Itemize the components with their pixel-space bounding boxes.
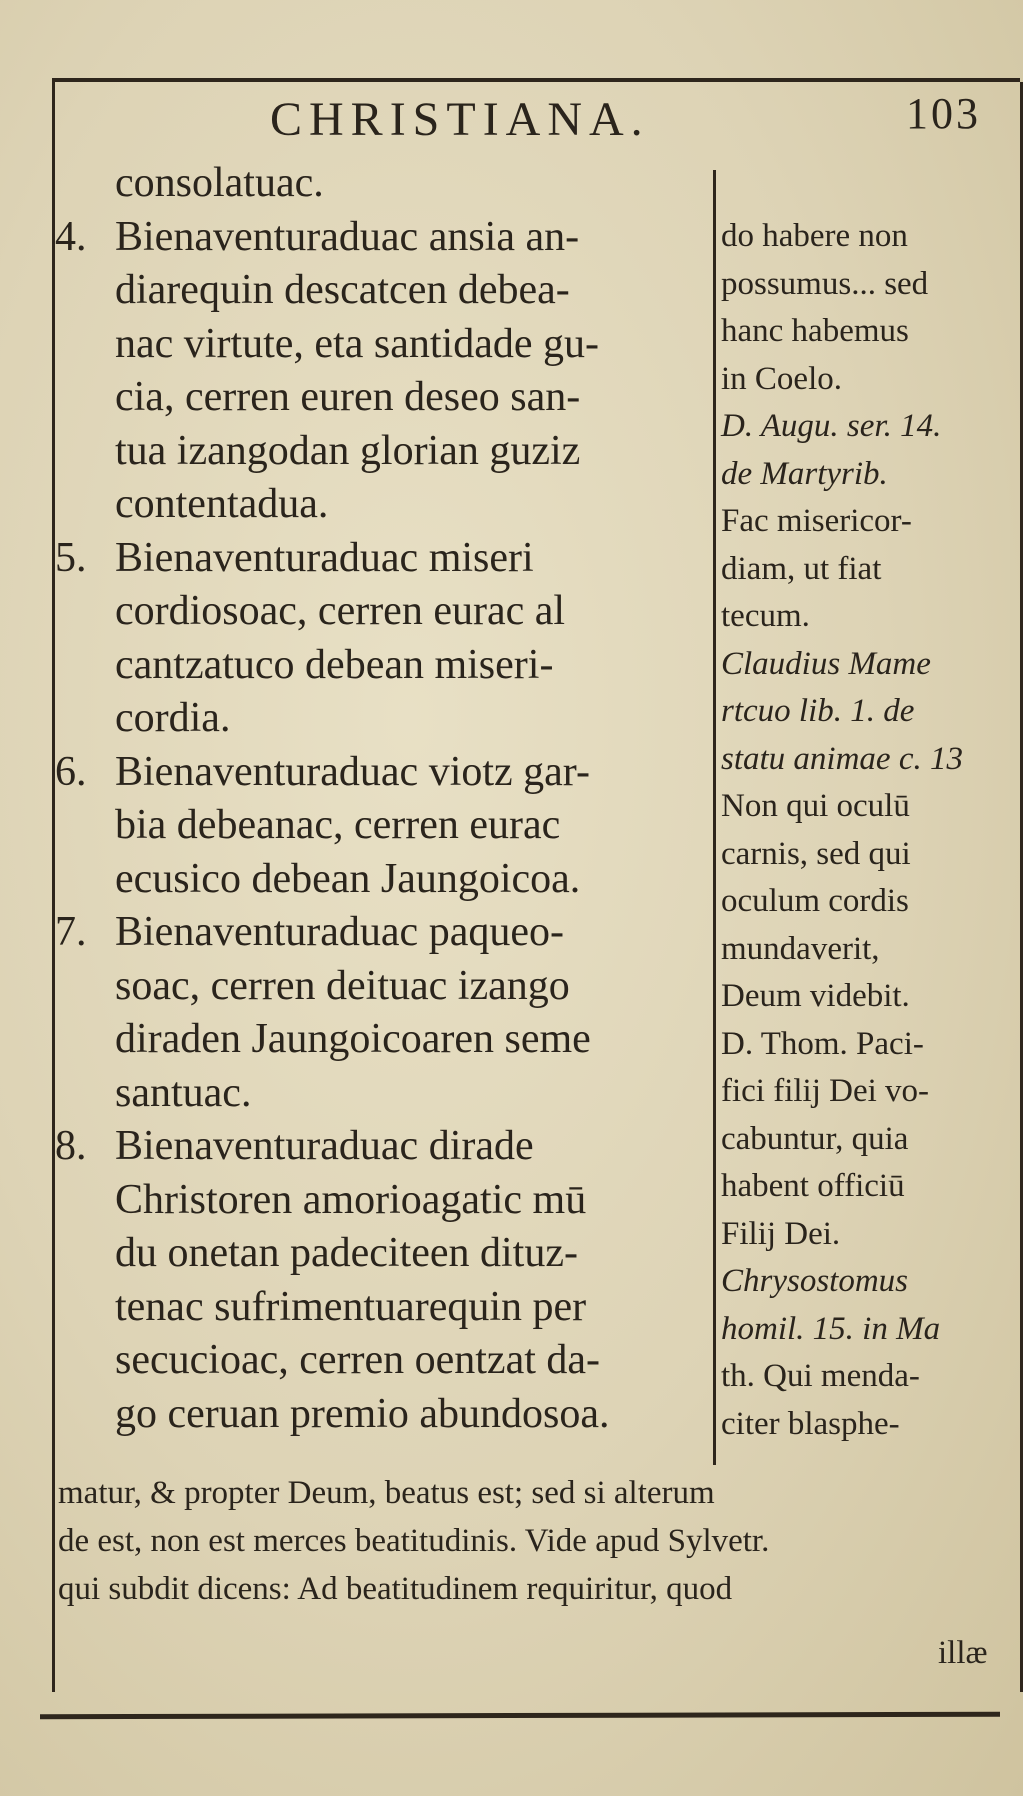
line-text: soac, cerren deituac izango	[115, 962, 570, 1009]
sidenote-line: statu animae c. 13	[721, 740, 963, 777]
sidenote-line: habent officiū	[721, 1168, 905, 1204]
line-text: cantzatuco debean miseri-	[115, 641, 554, 688]
sidenote-line: do habere non	[721, 218, 908, 254]
sidenote-line: mundaverit,	[721, 930, 880, 967]
sidenote-line: diam, ut fiat	[721, 550, 882, 587]
sidenote-line: D. Augu. ser. 14.	[721, 408, 942, 444]
line-text: cordiosoac, cerren eurac al	[115, 588, 566, 634]
line-text: ecusico debean Jaungoicoa.	[115, 855, 581, 902]
sidenote-line: rtcuo lib. 1. de	[721, 693, 915, 729]
sidenote-line: th. Qui menda-	[721, 1358, 920, 1394]
line-text: secucioac, cerren oentzat da-	[115, 1337, 601, 1383]
line-text: diraden Jaungoicoaren seme	[115, 1016, 591, 1062]
sidenote-line: possumus... sed	[721, 265, 929, 302]
line-text: nac virtute, eta santidade gu-	[115, 320, 599, 367]
line-text: Bienaventuraduac dirade	[115, 1123, 534, 1169]
sidenote-line: oculum cordis	[721, 883, 909, 919]
sidenote-line: Fac misericor-	[721, 503, 912, 539]
line-text: Bienaventuraduac miseri	[115, 534, 534, 581]
sidenote-line: tecum.	[721, 598, 810, 634]
page-number: 103	[906, 89, 981, 138]
sidenote-line: citer blasphe-	[721, 1405, 900, 1442]
sidenote-line: Deum videbit.	[721, 978, 910, 1014]
sidenote-line: in Coelo.	[721, 360, 842, 397]
column-divider	[713, 170, 716, 1465]
bottom-text-line: matur, & propter Deum, beatus est; sed si alterum	[58, 1475, 715, 1511]
line-text: Christoren amorioagatic mū	[115, 1176, 587, 1223]
line-text: tua izangodan glorian guziz	[115, 427, 581, 474]
beatitude-number: 6.	[55, 748, 87, 795]
line-text: cia, cerren euren deseo san-	[115, 374, 581, 420]
line-text: bia debeanac, cerren eurac	[115, 802, 561, 848]
sidenote-line: Filij Dei.	[721, 1215, 841, 1252]
sidenote-line: D. Thom. Paci-	[721, 1025, 924, 1062]
beatitude-number: 8.	[55, 1123, 87, 1169]
sidenote-line: de Martyrib.	[721, 455, 888, 492]
beatitude-number: 7.	[55, 909, 87, 955]
sidenote-line: cabuntur, quia	[721, 1120, 909, 1157]
sidenote-line: hanc habemus	[721, 313, 909, 349]
line-text: go ceruan premio abundosoa.	[115, 1390, 610, 1437]
sidenote-line: fici filij Dei vo-	[721, 1073, 930, 1109]
line-text: Bienaventuraduac ansia an-	[115, 213, 580, 260]
running-header: CHRISTIANA.	[270, 93, 650, 146]
bottom-text-line: qui subdit dicens: Ad beatitudinem requiritur, quod	[58, 1571, 733, 1607]
line-text: cordia.	[115, 695, 231, 741]
bottom-text-line: de est, non est merces beatitudinis. Vide apud Sylvetr.	[58, 1523, 770, 1559]
line-text: santuac.	[115, 1069, 252, 1116]
line-text: diarequin descatcen debea-	[115, 267, 570, 313]
line-text: Bienaventuraduac paqueo-	[115, 909, 564, 955]
sidenote-line: Claudius Mame	[721, 645, 931, 682]
sidenote-line: Non qui oculū	[721, 788, 910, 824]
line-text: consolatuac.	[115, 160, 324, 206]
sidenote-line: carnis, sed qui	[721, 835, 911, 872]
line-text: contentadua.	[115, 481, 329, 527]
catchword: illæ	[938, 1635, 988, 1671]
beatitude-number: 5.	[55, 534, 87, 581]
line-text: du onetan padeciteen dituz-	[115, 1230, 578, 1276]
line-text: tenac sufrimentuarequin per	[115, 1283, 587, 1330]
sidenote-line: Chrysostomus	[721, 1263, 909, 1299]
line-text: Bienaventuraduac viotz gar-	[115, 748, 590, 795]
sidenote-line: homil. 15. in Ma	[721, 1310, 941, 1347]
beatitude-number: 4.	[55, 213, 87, 260]
